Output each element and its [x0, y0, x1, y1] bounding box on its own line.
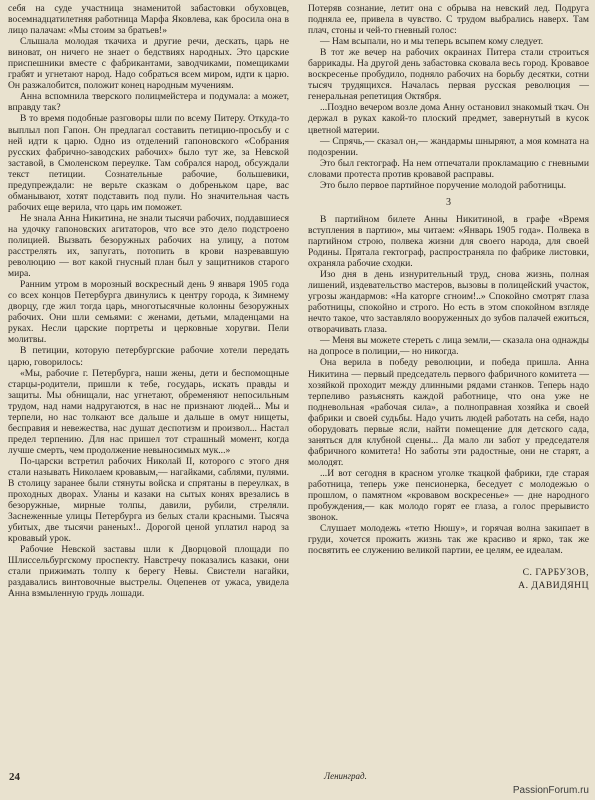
paragraph: ...И вот сегодня в красном уголке ткацкой фабрики, где старая работница, теперь уже пенсионерка, беседует с молодежью о прошлом, о памятном «кровавом воскресенье» — дне народного пробуждения,— как молодо горят ее глаза, а голос прерывисто звонок.: [308, 467, 589, 524]
paragraph: В то время подобные разговоры шли по всему Питеру. Откуда-то выплыл поп Гапон. Он предлагал составить петицию-просьбу и с ней идти к царю. Одно из отделений гапоновского «Собрания русских фабрично-заводских рабочих» было тут же, за Невской заставой, в Смоленском переулке. Там собрался народ, обсуждали текст петиции. Сознательные рабочие, большевики, предупреждали: не верьте сказкам о добреньком царе, вас обманывают, хотят подставить под пули. Но значительная часть рабочих еще верила, что царь им поможет.: [8, 113, 289, 213]
right-column: [308, 3, 589, 592]
paragraph: В тот же вечер на рабочих окраинах Питера стали строиться баррикады. На другой день забастовка сковала весь город. Кровавое воскресенье пробудило, подняло рабочих на борьбу десятки, сотни тысяч трудящихся. Началась первая русская революция — генеральная репетиция Октября.: [308, 47, 589, 103]
author-name: А. ДАВИДЯНЦ: [518, 580, 589, 592]
paragraph: По-царски встретил рабочих Николай II, которого с этого дня стали называть Николаем кровавым,— нагайками, саблями, пулями. В столицу заранее были стянуты войска и спрятаны в переулках, в проходных дворах. Уланы и казаки на сытых конях врезались в безоружные, мирные толпы, давили, рубили, стреляли. Заснеженные улицы Петербурга из белых стали красными. Тысяча убитых, две тысячи раненых!.. Дорогой ценой уплатил народ за кровавый урок.: [8, 455, 289, 545]
paragraph: себя на суде участница знаменитой забастовки обуховцев, восемнадцатилетняя работница Марфа Яковлева, как бросила она в лицо палачам: «Мы стоим за братьев!»: [8, 3, 289, 37]
petition-quote: «Мы, рабочие г. Петербурга, наши жены, дети и беспомощные старцы-родители, пришли к тебе, государь, искать правды и защиты. Мы обнищали, нас угнетают, обременяют непосильным трудом, над нами надругаются, в нас не признают людей... Мы и терпели, но нас толкают все дальше и дальше в омут нищеты, бесправия и невежества, нас душат деспотизм и произвол... Настал предел терпению. Для нас пришел тот страшный момент, когда лучше смерть, чем продолжение невыносимых мук...»: [8, 367, 289, 456]
paragraph: Изо дня в день изнурительный труд, снова жизнь, полная лишений, издевательство мастеров, вызовы в полицейский участок, угрозы жандармов: «На каторге сгноим!..» Спокойно смотрят глаза работницы, спокойно и строго. Но есть в этом спокойном взгляде нечто такое, что заставляло вооруженных до зубов палачей ежиться, отворачивать глаза.: [308, 269, 589, 336]
paragraph: Она верила в победу революции, и победа пришла. Анна Никитина — первый председатель первого фабричного комитета — хозяйкой проходит между длинными рядами станков. Теперь надо терпеливо разъяснять каждой работнице, что она уже не подневольная «рабочая сила», а полноправная хозяйка и своей фабрики и своей судьбы. Надо учить людей работать на себя, надо оборудовать первые ясли, найти помещение для детского сада, заняться для клубной сцены... Да мало ли забот у председателя фабричного комитета! Но заботы эти радостные, они не старят, а молодят.: [308, 357, 589, 468]
paragraph: Анна вспомнила тверского полицмейстера и подумала: а может, вправду так?: [8, 91, 289, 114]
paragraph: Слушает молодежь «тетю Нюшу», и горячая волна закипает в груди, хочется прожить жизнь так же красиво и ярко, так же посвятить ее служению великой партии, ее целям, ее идеалам.: [308, 523, 589, 557]
paragraph: Рабочие Невской заставы шли к Дворцовой площади по Шлиссельбургскому проспекту. Навстречу показались казаки, они стали прижимать толпу к берегу Невы. Свистели нагайки, раздавались винтовочные выстрелы. Оцепенев от ужаса, увидела Анна взмыленную грудь лошади.: [8, 544, 289, 600]
watermark: PassionForum.ru: [512, 785, 589, 796]
paragraph: Это был гектограф. На нем отпечатали прокламацию с гневными словами протеста против кровавой расправы.: [308, 157, 589, 180]
page-number: 24: [9, 771, 20, 783]
dialogue-line: — Меня вы можете стереть с лица земли,— сказала она однажды на допросе в полиции,— но никогда.: [308, 335, 589, 358]
paragraph: Слышала молодая ткачиха и другие речи, дескать, царь не виноват, он ничего не знает о бедствиях народных. Это царские приспешники вместе с фабрикантами, заводчиками, помещиками грабят и угнетают народ. Надо собраться всем миром, идти к царю. Он разжалобится, положит конец народным мучениям.: [8, 36, 289, 92]
paragraph: Ранним утром в морозный воскресный день 9 января 1905 года со всех концов Петербурга двинулись к центру города, к Зимнему дворцу, где жил тогда царь, многотысячные колонны безоружных рабочих. Они шли семьями: с женами, детьми, младенцами на руках. Несли царские портреты и церковные хоругви. Пели молитвы.: [8, 279, 289, 346]
paragraph: Не знала Анна Никитина, не знали тысячи рабочих, поддавшиеся на удочку гапоновских агитаторов, что все это дело подстроено полицией. Вызвать безоружных рабочих на улицу, а потом расстрелять их, запугать, потопить в крови назревавшую революцию — вот какой гнусный план был у защитников старого мира.: [8, 212, 289, 280]
paragraph: Потеряв сознание, летит она с обрыва на невский лед. Подруга подняла ее, привела в чувство. С трудом выбрались наверх. Там плач, стоны и чей-то гневный голос:: [308, 3, 589, 37]
paragraph: Это было первое партийное поручение молодой работницы.: [320, 179, 567, 191]
paragraph: В петиции, которую петербургские рабочие хотели передать царю, говорилось:: [8, 345, 289, 368]
author-signature: [308, 566, 589, 592]
city-note: Ленинград.: [324, 771, 367, 781]
left-column: [8, 3, 289, 600]
section-number: 3: [446, 196, 451, 208]
dialogue-line: — Нам всыпали, но и мы теперь всыпем кому следует.: [320, 36, 544, 48]
author-name: С. ГАРБУЗОВ,: [522, 567, 589, 579]
paragraph: ...Поздно вечером возле дома Анну остановил знакомый ткач. Он держал в руках какой-то плоский предмет, завернутый в кусок цветной материи.: [308, 102, 589, 136]
paragraph: В партийном билете Анны Никитиной, в графе «Время вступления в партию», мы читаем: «Январь 1905 года». Полвека в партийном строю, полвека жизни для своего народа, для своей Родины. Прятала гектограф, распространяла по фабрике листовки, охраняла рабочие сходки.: [308, 213, 589, 270]
dialogue-line: — Спрячь,— сказал он,— жандармы шныряют, а моя комната на подозрении.: [308, 135, 589, 158]
